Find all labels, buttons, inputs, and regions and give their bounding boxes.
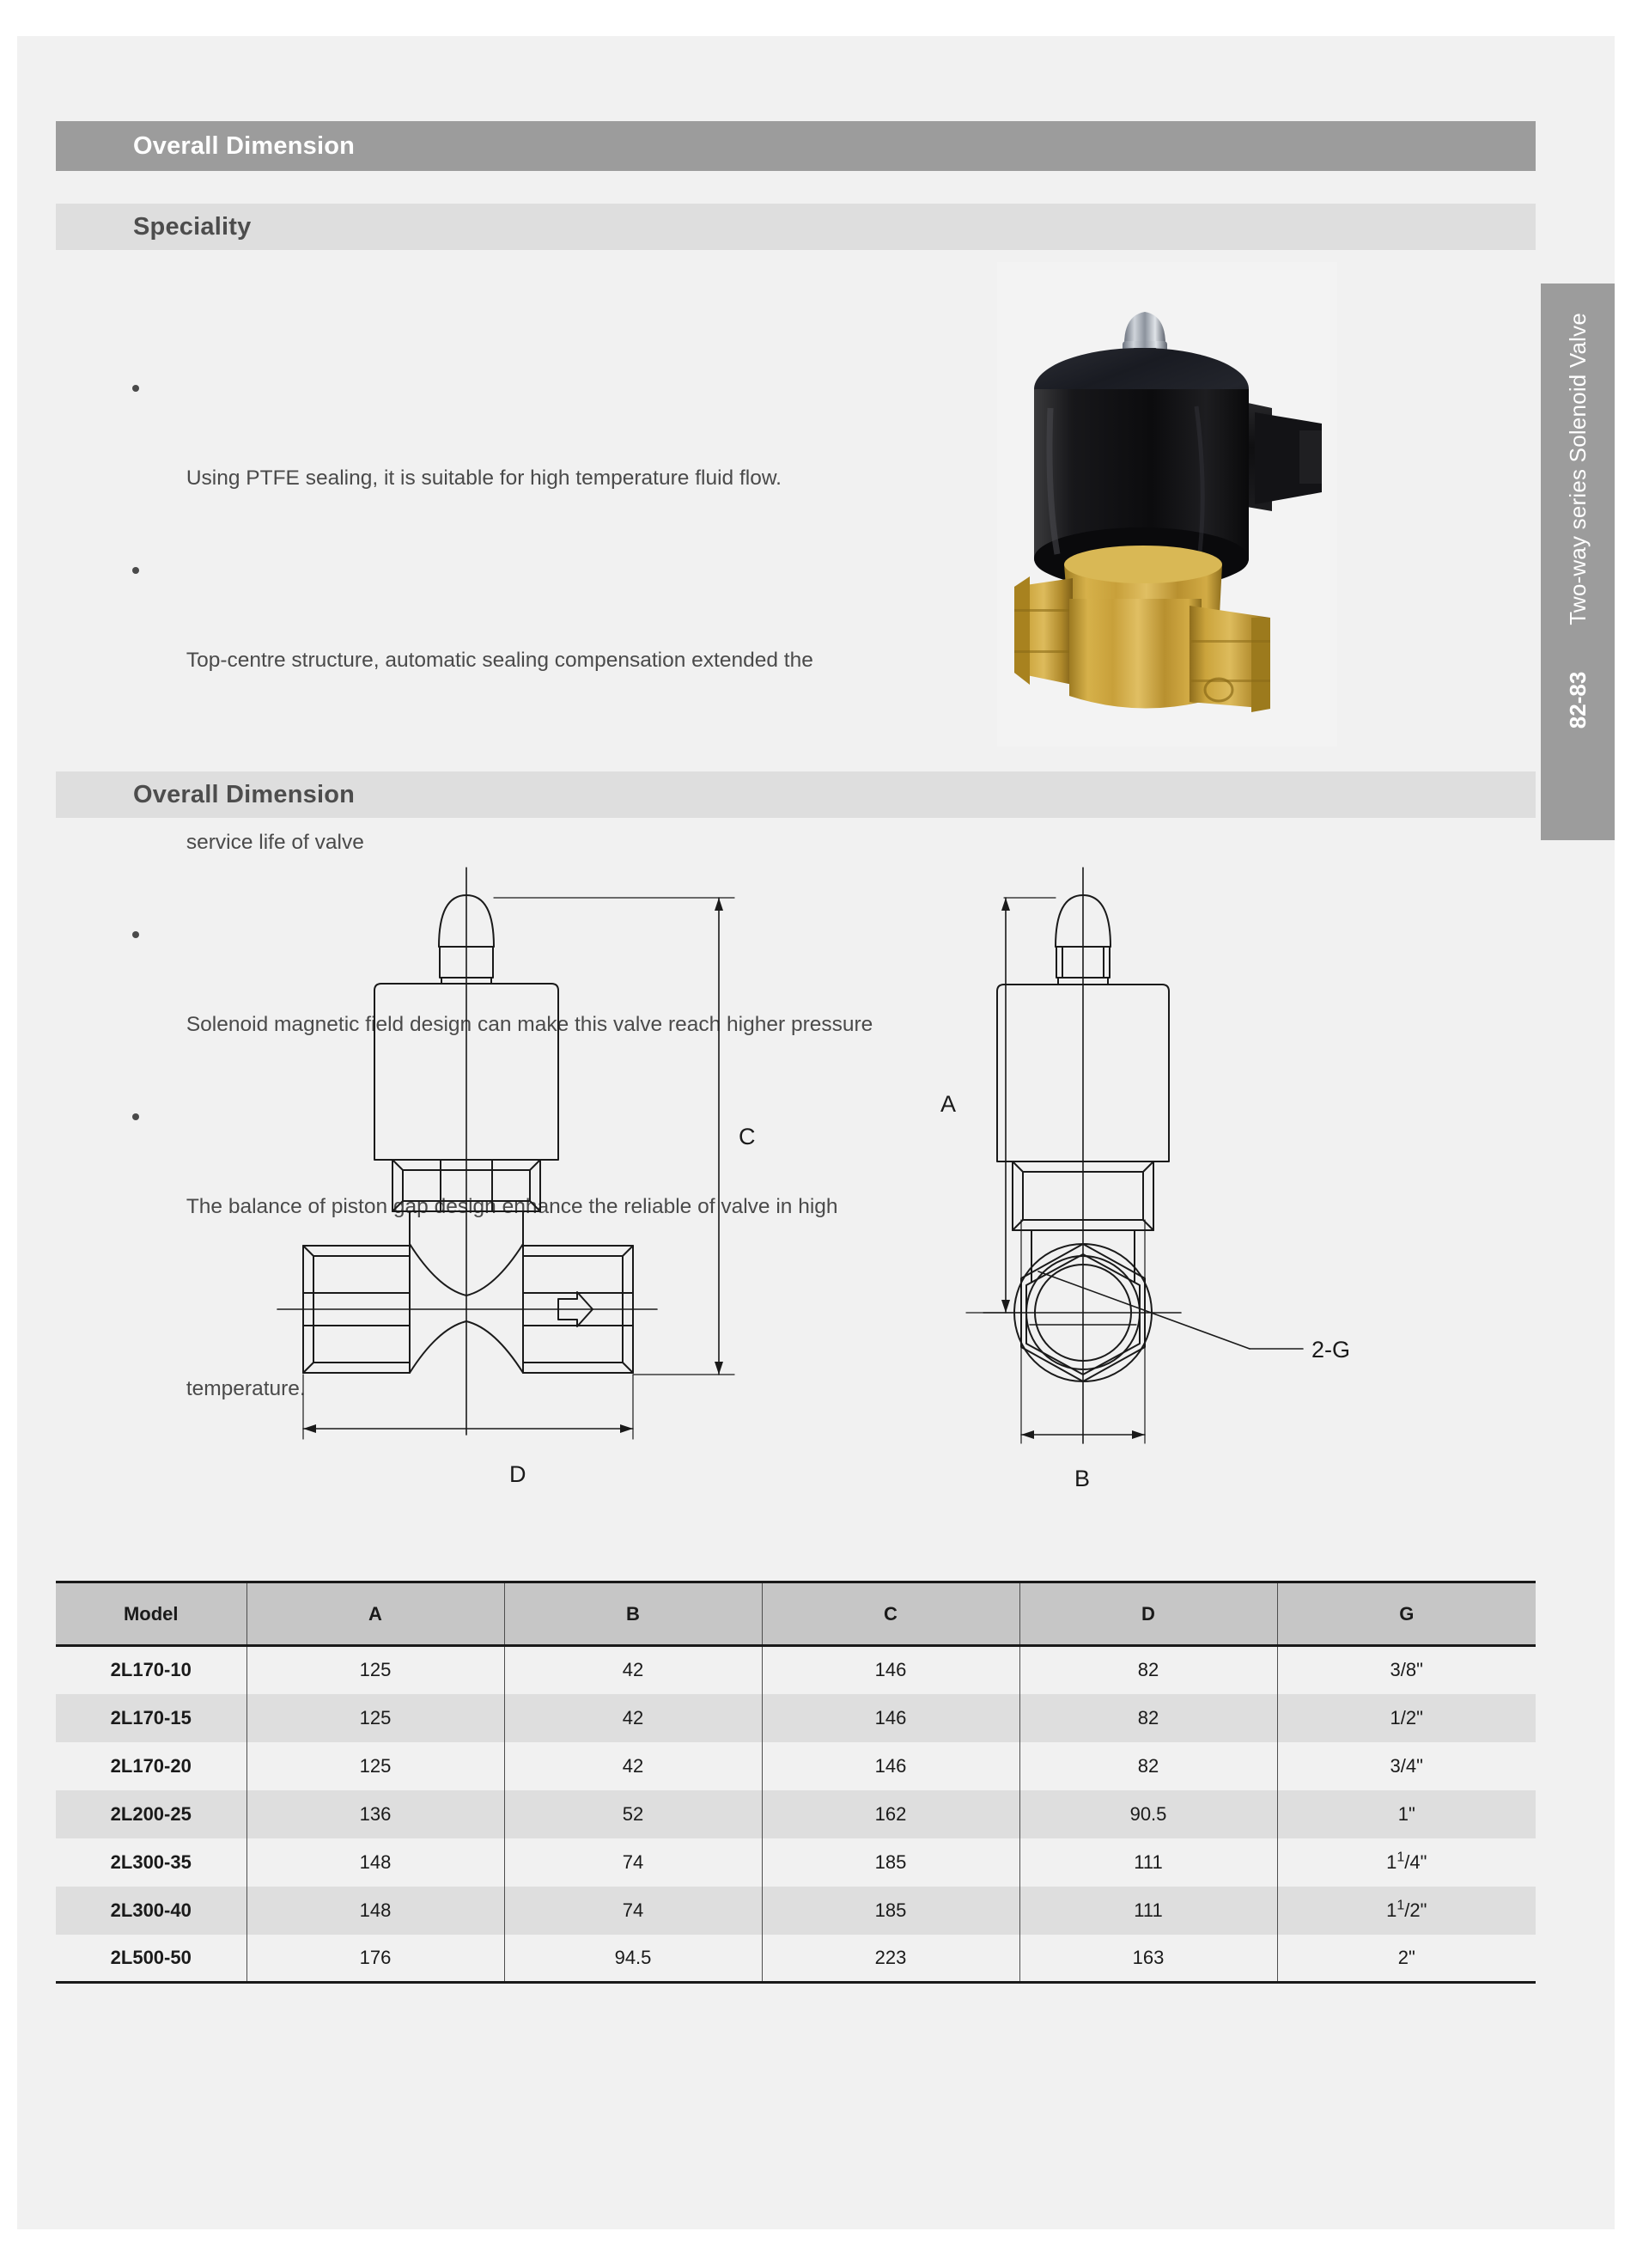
table-header-row: [56, 1582, 1536, 1646]
side-tab-page-numbers: 82-83: [1564, 671, 1591, 729]
dimension-drawings-svg: [56, 842, 1536, 1521]
bullet-icon: [132, 567, 139, 574]
product-photo: [997, 262, 1337, 747]
cell-b: 74: [504, 1838, 762, 1887]
cell-b: 42: [504, 1694, 762, 1742]
cell-g: 1": [1277, 1790, 1536, 1838]
cell-a: 176: [246, 1935, 504, 1983]
table-row: [56, 1887, 1536, 1935]
table-row: [56, 1790, 1536, 1838]
table-body: [56, 1646, 1536, 1983]
feature-text: temperature.: [186, 1377, 306, 1400]
cell-a: 125: [246, 1694, 504, 1742]
cell-b: 94.5: [504, 1935, 762, 1983]
cell-g: $1^1/2$": [1277, 1887, 1536, 1935]
dimension-label-b: B: [1074, 1466, 1091, 1491]
column-header-d: D: [1019, 1582, 1277, 1646]
list-item: [129, 364, 953, 546]
cell-d: 163: [1019, 1935, 1277, 1983]
cell-d: 111: [1019, 1887, 1277, 1935]
cell-a: 148: [246, 1887, 504, 1935]
side-tab-series-title: Two-way series Solenoid Valve: [1564, 313, 1591, 625]
cell-g: 1/2": [1277, 1694, 1536, 1742]
column-header-a: A: [246, 1582, 504, 1646]
technical-drawings: [56, 842, 1536, 1521]
cell-g: 2": [1277, 1935, 1536, 1983]
cell-b: 52: [504, 1790, 762, 1838]
table-row: [56, 1646, 1536, 1694]
cell-c: 223: [762, 1935, 1019, 1983]
cell-d: 90.5: [1019, 1790, 1277, 1838]
cell-c: 146: [762, 1742, 1019, 1790]
cell-d: 82: [1019, 1694, 1277, 1742]
column-header-g: G: [1277, 1582, 1536, 1646]
list-item: [129, 546, 953, 729]
cell-d: 82: [1019, 1646, 1277, 1694]
cell-model: 2L170-20: [56, 1742, 246, 1790]
dimension-label-a: A: [940, 1091, 957, 1117]
column-header-model: Model: [56, 1582, 246, 1646]
cell-c: 146: [762, 1646, 1019, 1694]
cell-model: 2L200-25: [56, 1790, 246, 1838]
dimension-label-c: C: [739, 1124, 756, 1149]
feature-text: Solenoid magnetic field design can make this valve reach higher pressure: [186, 1013, 873, 1036]
cell-b: 74: [504, 1887, 762, 1935]
column-header-c: C: [762, 1582, 1019, 1646]
dimension-label-d: D: [509, 1461, 526, 1487]
cell-model: 2L500-50: [56, 1935, 246, 1983]
table-row: [56, 1935, 1536, 1983]
cell-model: 2L300-40: [56, 1887, 246, 1935]
cell-d: 111: [1019, 1838, 1277, 1887]
section-banner-overall-dimension-top: [56, 121, 1536, 171]
cell-g: 3/4": [1277, 1742, 1536, 1790]
cell-g: 3/8": [1277, 1646, 1536, 1694]
cell-c: 185: [762, 1838, 1019, 1887]
cell-d: 82: [1019, 1742, 1277, 1790]
cell-a: 125: [246, 1742, 504, 1790]
cell-a: 148: [246, 1838, 504, 1887]
dimension-spec-table: [56, 1581, 1536, 1984]
cell-b: 42: [504, 1646, 762, 1694]
table-row: [56, 1838, 1536, 1887]
front-view-drawing: [277, 868, 734, 1439]
cell-c: 185: [762, 1887, 1019, 1935]
cell-b: 42: [504, 1742, 762, 1790]
cell-model: 2L300-35: [56, 1838, 246, 1887]
cell-a: 136: [246, 1790, 504, 1838]
banner-title-top: Overall Dimension: [133, 131, 356, 160]
feature-text: The balance of piston gap design enhance the reliable of valve in high: [186, 1195, 838, 1218]
cell-c: 162: [762, 1790, 1019, 1838]
bullet-icon: [132, 385, 139, 392]
banner-title-speciality: Speciality: [133, 212, 252, 241]
side-view-drawing: [966, 868, 1303, 1443]
port-callout-2g: 2-G: [1311, 1337, 1351, 1363]
cell-c: 146: [762, 1694, 1019, 1742]
feature-text: service life of valve: [186, 831, 364, 854]
cell-g: $1^1/4$": [1277, 1838, 1536, 1887]
feature-text: Top-centre structure, automatic sealing compensation extended the: [186, 649, 813, 672]
section-banner-speciality: [56, 204, 1536, 250]
cell-model: 2L170-15: [56, 1694, 246, 1742]
section-banner-overall-dimension: [56, 771, 1536, 818]
column-header-b: B: [504, 1582, 762, 1646]
banner-title-dimension: Overall Dimension: [133, 780, 356, 808]
cell-a: 125: [246, 1646, 504, 1694]
side-tab: [1541, 284, 1615, 840]
solenoid-valve-illustration: [997, 262, 1337, 747]
table-row: [56, 1742, 1536, 1790]
feature-text: Using PTFE sealing, it is suitable for high temperature fluid flow.: [186, 466, 782, 490]
table-row: [56, 1694, 1536, 1742]
cell-model: 2L170-10: [56, 1646, 246, 1694]
